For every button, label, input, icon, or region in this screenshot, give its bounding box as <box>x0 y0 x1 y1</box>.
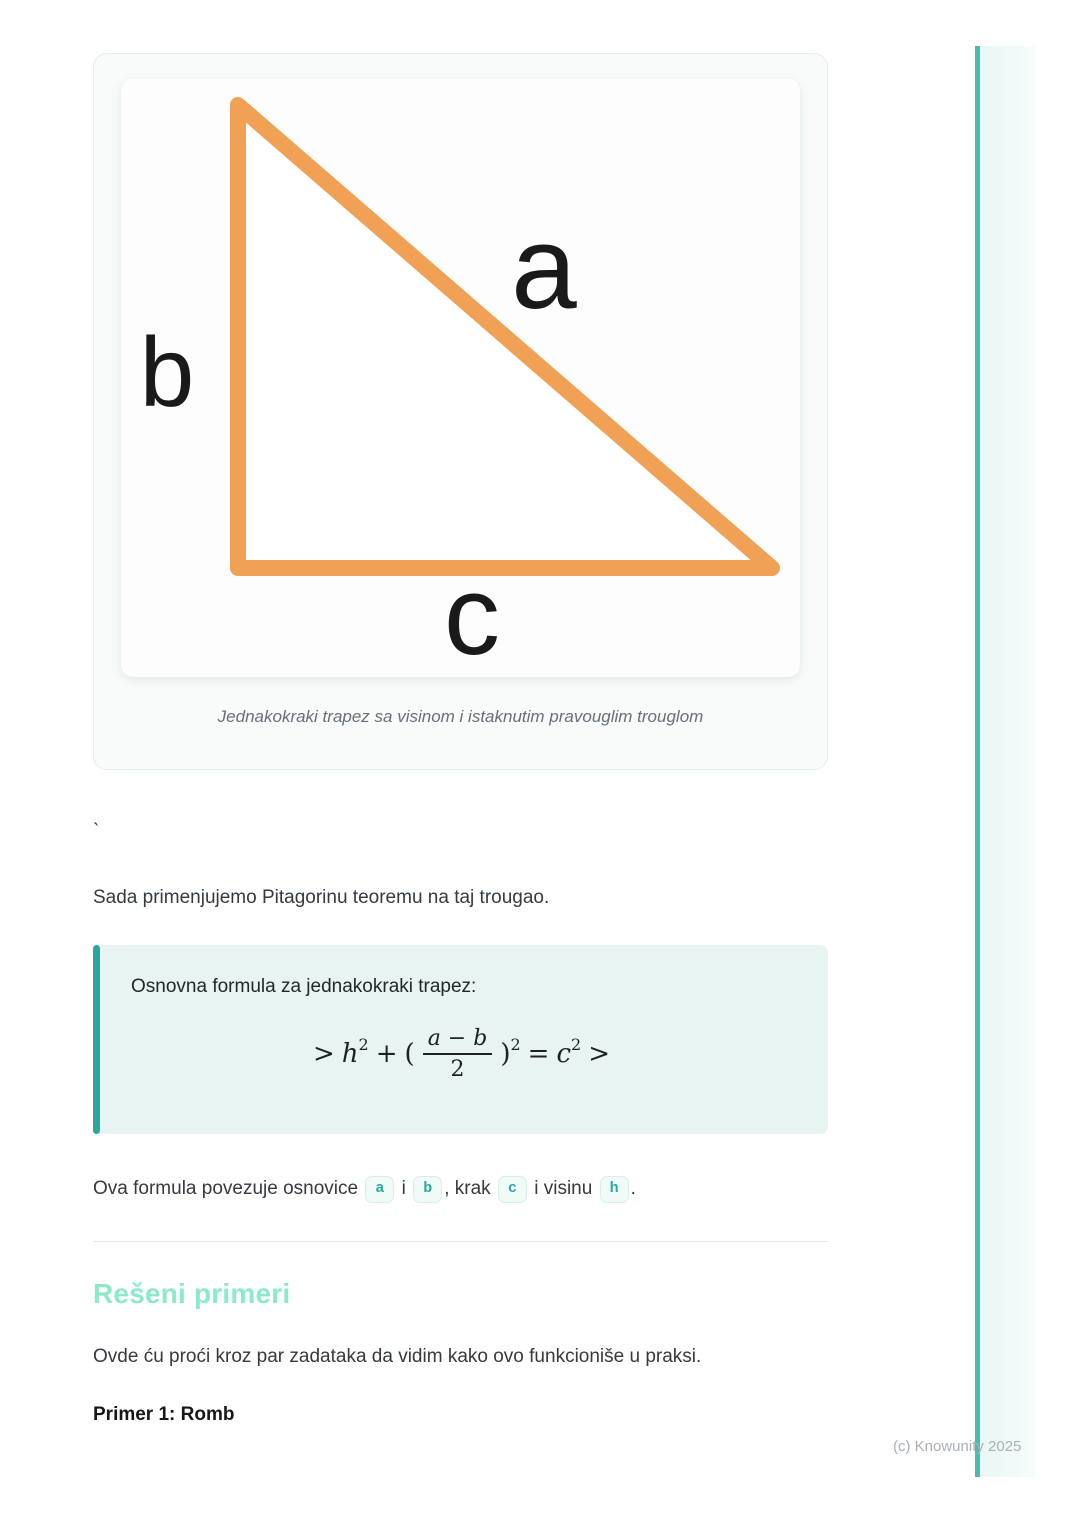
label-left-leg: b <box>139 317 195 427</box>
formula-close-paren-squared: )$^2$ <box>500 1035 521 1069</box>
document-body <box>93 0 828 1426</box>
callout-accent-bar <box>93 945 100 1134</box>
trapezoid-formula <box>131 1026 792 1082</box>
callout-title: Osnovna formula za jednakokraki trapez: <box>131 976 477 997</box>
formula-h-squared: $h^2$ <box>341 1035 369 1069</box>
paragraph-examples-intro: Ovde ću proći kroz par zadataka da vidim kako ovo funkcioniše u praksi. <box>93 1346 702 1367</box>
formula-trail-gt: > <box>588 1039 610 1069</box>
formula-explanation <box>93 1173 828 1205</box>
page-edge-highlight <box>980 46 1035 1477</box>
code-chip-c: c <box>498 1176 527 1203</box>
formula-callout <box>93 945 828 1134</box>
formula-fraction <box>423 1026 493 1082</box>
example-1-title: Primer 1: Romb <box>93 1404 235 1425</box>
right-triangle-svg <box>121 79 800 677</box>
label-base: c <box>444 553 500 677</box>
figure-caption: Jednakokraki trapez sa visinom i istaknutim pravouglim trouglom <box>217 707 704 726</box>
label-hypotenuse: a <box>511 202 577 334</box>
formula-lead-gt: > <box>313 1039 335 1069</box>
triangle-image <box>121 79 800 677</box>
code-chip-h: h <box>600 1176 629 1203</box>
copyright-notice: (c) Knowunity 2025 <box>893 1438 1022 1455</box>
section-heading-reseni-primeri: Rešeni primeri <box>93 1278 291 1309</box>
section-divider <box>93 1241 828 1242</box>
paragraph-apply-theorem: Sada primenjujemo Pitagorinu teoremu na taj trougao. <box>93 887 550 908</box>
formula-c-squared: $c^2$ <box>556 1035 582 1069</box>
explain-text-1: Ova formula povezuje osnovice <box>93 1178 359 1199</box>
explain-period: . <box>630 1178 636 1199</box>
page-edge-accent-line <box>975 46 980 1477</box>
code-chip-a: a <box>365 1176 394 1203</box>
explain-conj-1: i <box>401 1178 406 1199</box>
formula-plus: + <box>375 1039 398 1069</box>
fraction-numerator: a − b <box>423 1026 493 1055</box>
explain-text-2: , krak <box>444 1178 491 1199</box>
formula-open-paren: ( <box>404 1039 415 1069</box>
triangle-shape <box>238 105 772 568</box>
formula-equals: = <box>527 1039 550 1069</box>
stray-backtick: ` <box>93 821 100 842</box>
code-chip-b: b <box>413 1176 442 1203</box>
explain-text-3: i visinu <box>534 1178 593 1199</box>
figure-card <box>93 53 828 770</box>
fraction-denominator: 2 <box>450 1057 465 1082</box>
